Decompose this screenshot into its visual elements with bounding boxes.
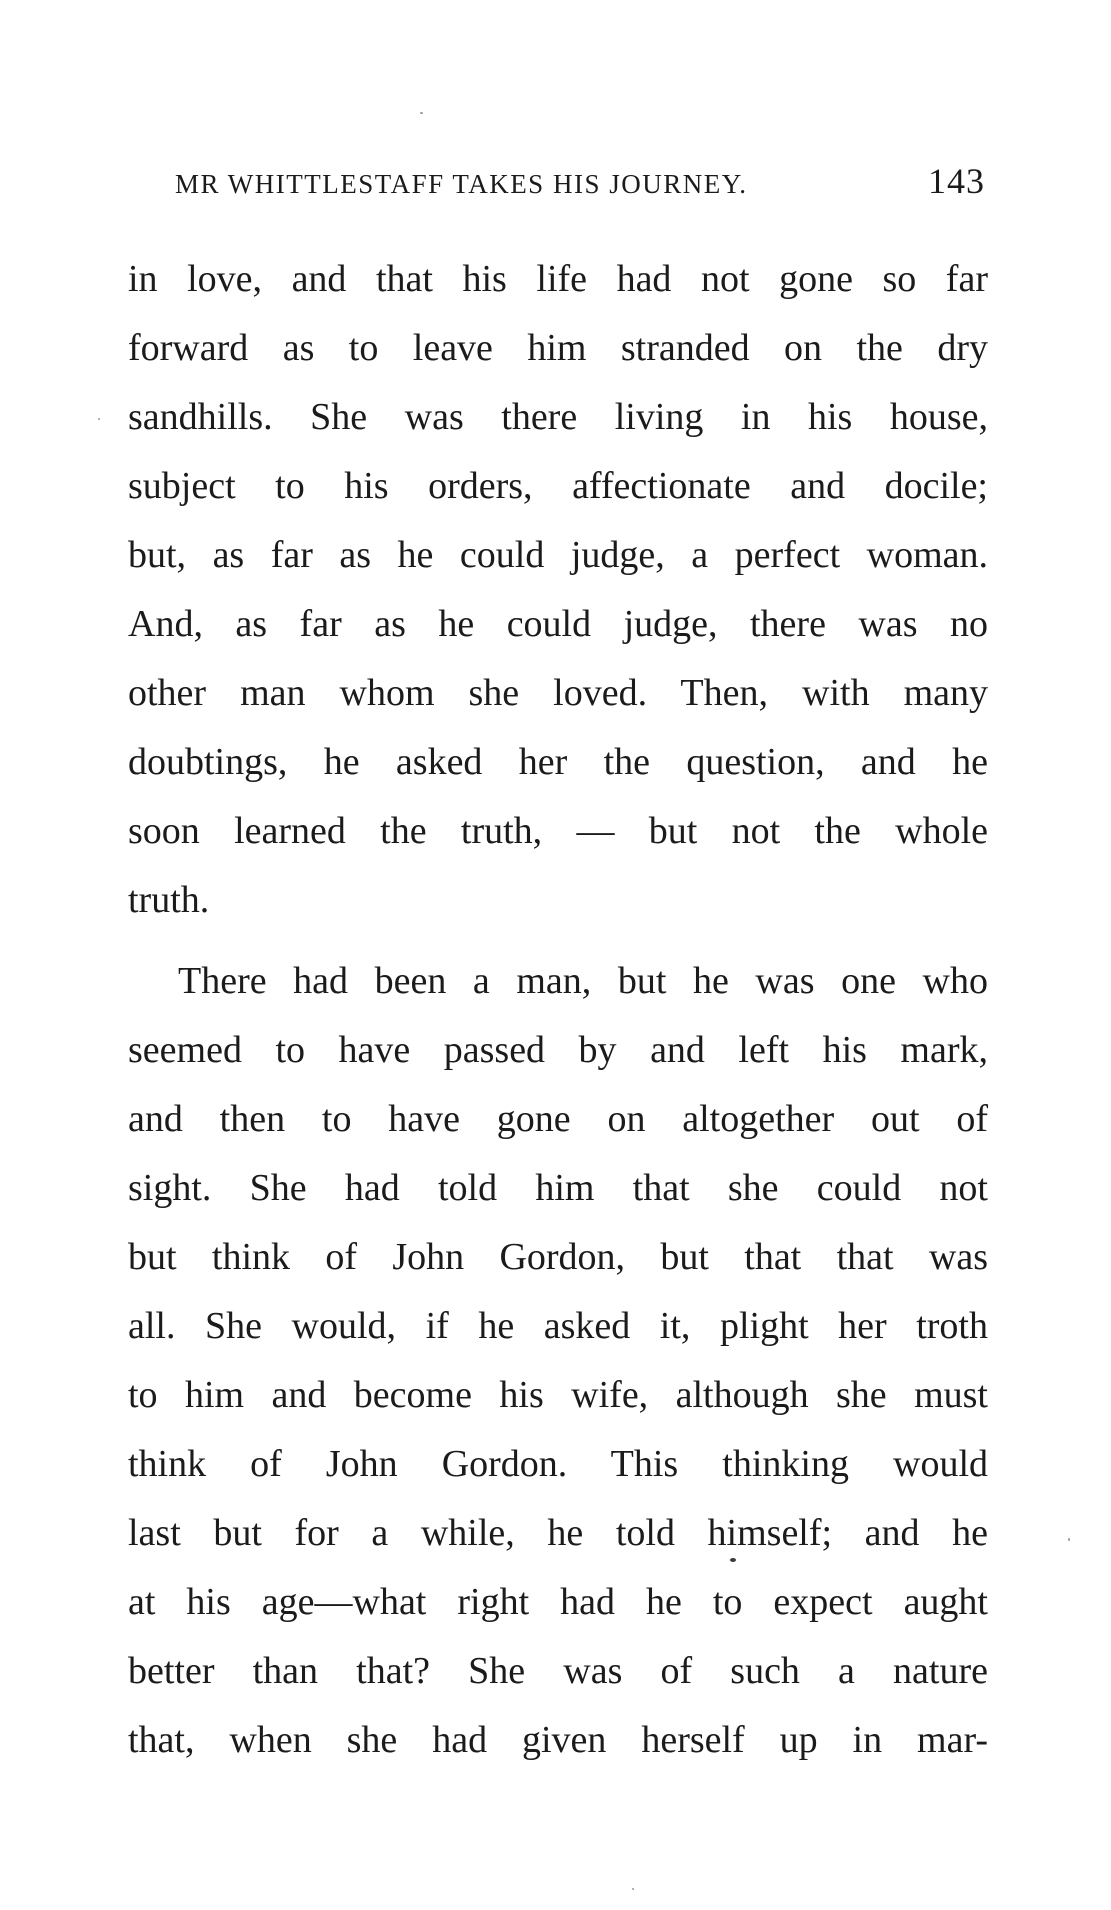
paper-speck <box>420 112 423 114</box>
text-line: that, when she had given herself up in mar- <box>128 1719 988 1761</box>
text-line: better than that? She was of such a nature <box>128 1650 988 1692</box>
text-line: sandhills. She was there living in his house, <box>128 396 988 438</box>
text-line: and then to have gone on altogether out of <box>128 1098 988 1140</box>
text-line: but, as far as he could judge, a perfect woman. <box>128 534 988 576</box>
text-line: There had been a man, but he was one who <box>178 960 988 1002</box>
page-number: 143 <box>928 161 985 201</box>
paper-speck <box>632 1888 634 1890</box>
body-text <box>128 245 988 1775</box>
paragraph-1 <box>128 245 988 935</box>
text-line: to him and become his wife, although she must <box>128 1374 988 1416</box>
text-line: at his age—what right had he to expect aught <box>128 1581 988 1623</box>
text-line: truth. <box>128 879 210 921</box>
text-line: think of John Gordon. This thinking would <box>128 1443 988 1485</box>
text-line: sight. She had told him that she could not <box>128 1167 988 1209</box>
text-line: subject to his orders, affectionate and docile; <box>128 465 988 507</box>
text-line: doubtings, he asked her the question, and he <box>128 741 988 783</box>
running-title: MR WHITTLESTAFF TAKES HIS JOURNEY. <box>175 169 748 199</box>
text-line: other man whom she loved. Then, with many <box>128 672 988 714</box>
text-line: forward as to leave him stranded on the dry <box>128 327 988 369</box>
paper-speck <box>98 418 100 420</box>
text-line: last but for a while, he told himself; and he <box>128 1512 988 1554</box>
paragraph-2 <box>128 947 988 1775</box>
text-line: in love, and that his life had not gone so far <box>128 258 988 300</box>
ink-blot <box>730 1558 736 1562</box>
text-line: seemed to have passed by and left his mark, <box>128 1029 988 1071</box>
paper-speck <box>1068 1538 1070 1541</box>
text-line: soon learned the truth, — but not the whole <box>128 810 988 852</box>
text-line: And, as far as he could judge, there was no <box>128 603 988 645</box>
text-line: but think of John Gordon, but that that was <box>128 1236 988 1278</box>
text-line: all. She would, if he asked it, plight her troth <box>128 1305 988 1347</box>
running-head <box>175 160 985 208</box>
paragraph-gap <box>128 935 988 947</box>
